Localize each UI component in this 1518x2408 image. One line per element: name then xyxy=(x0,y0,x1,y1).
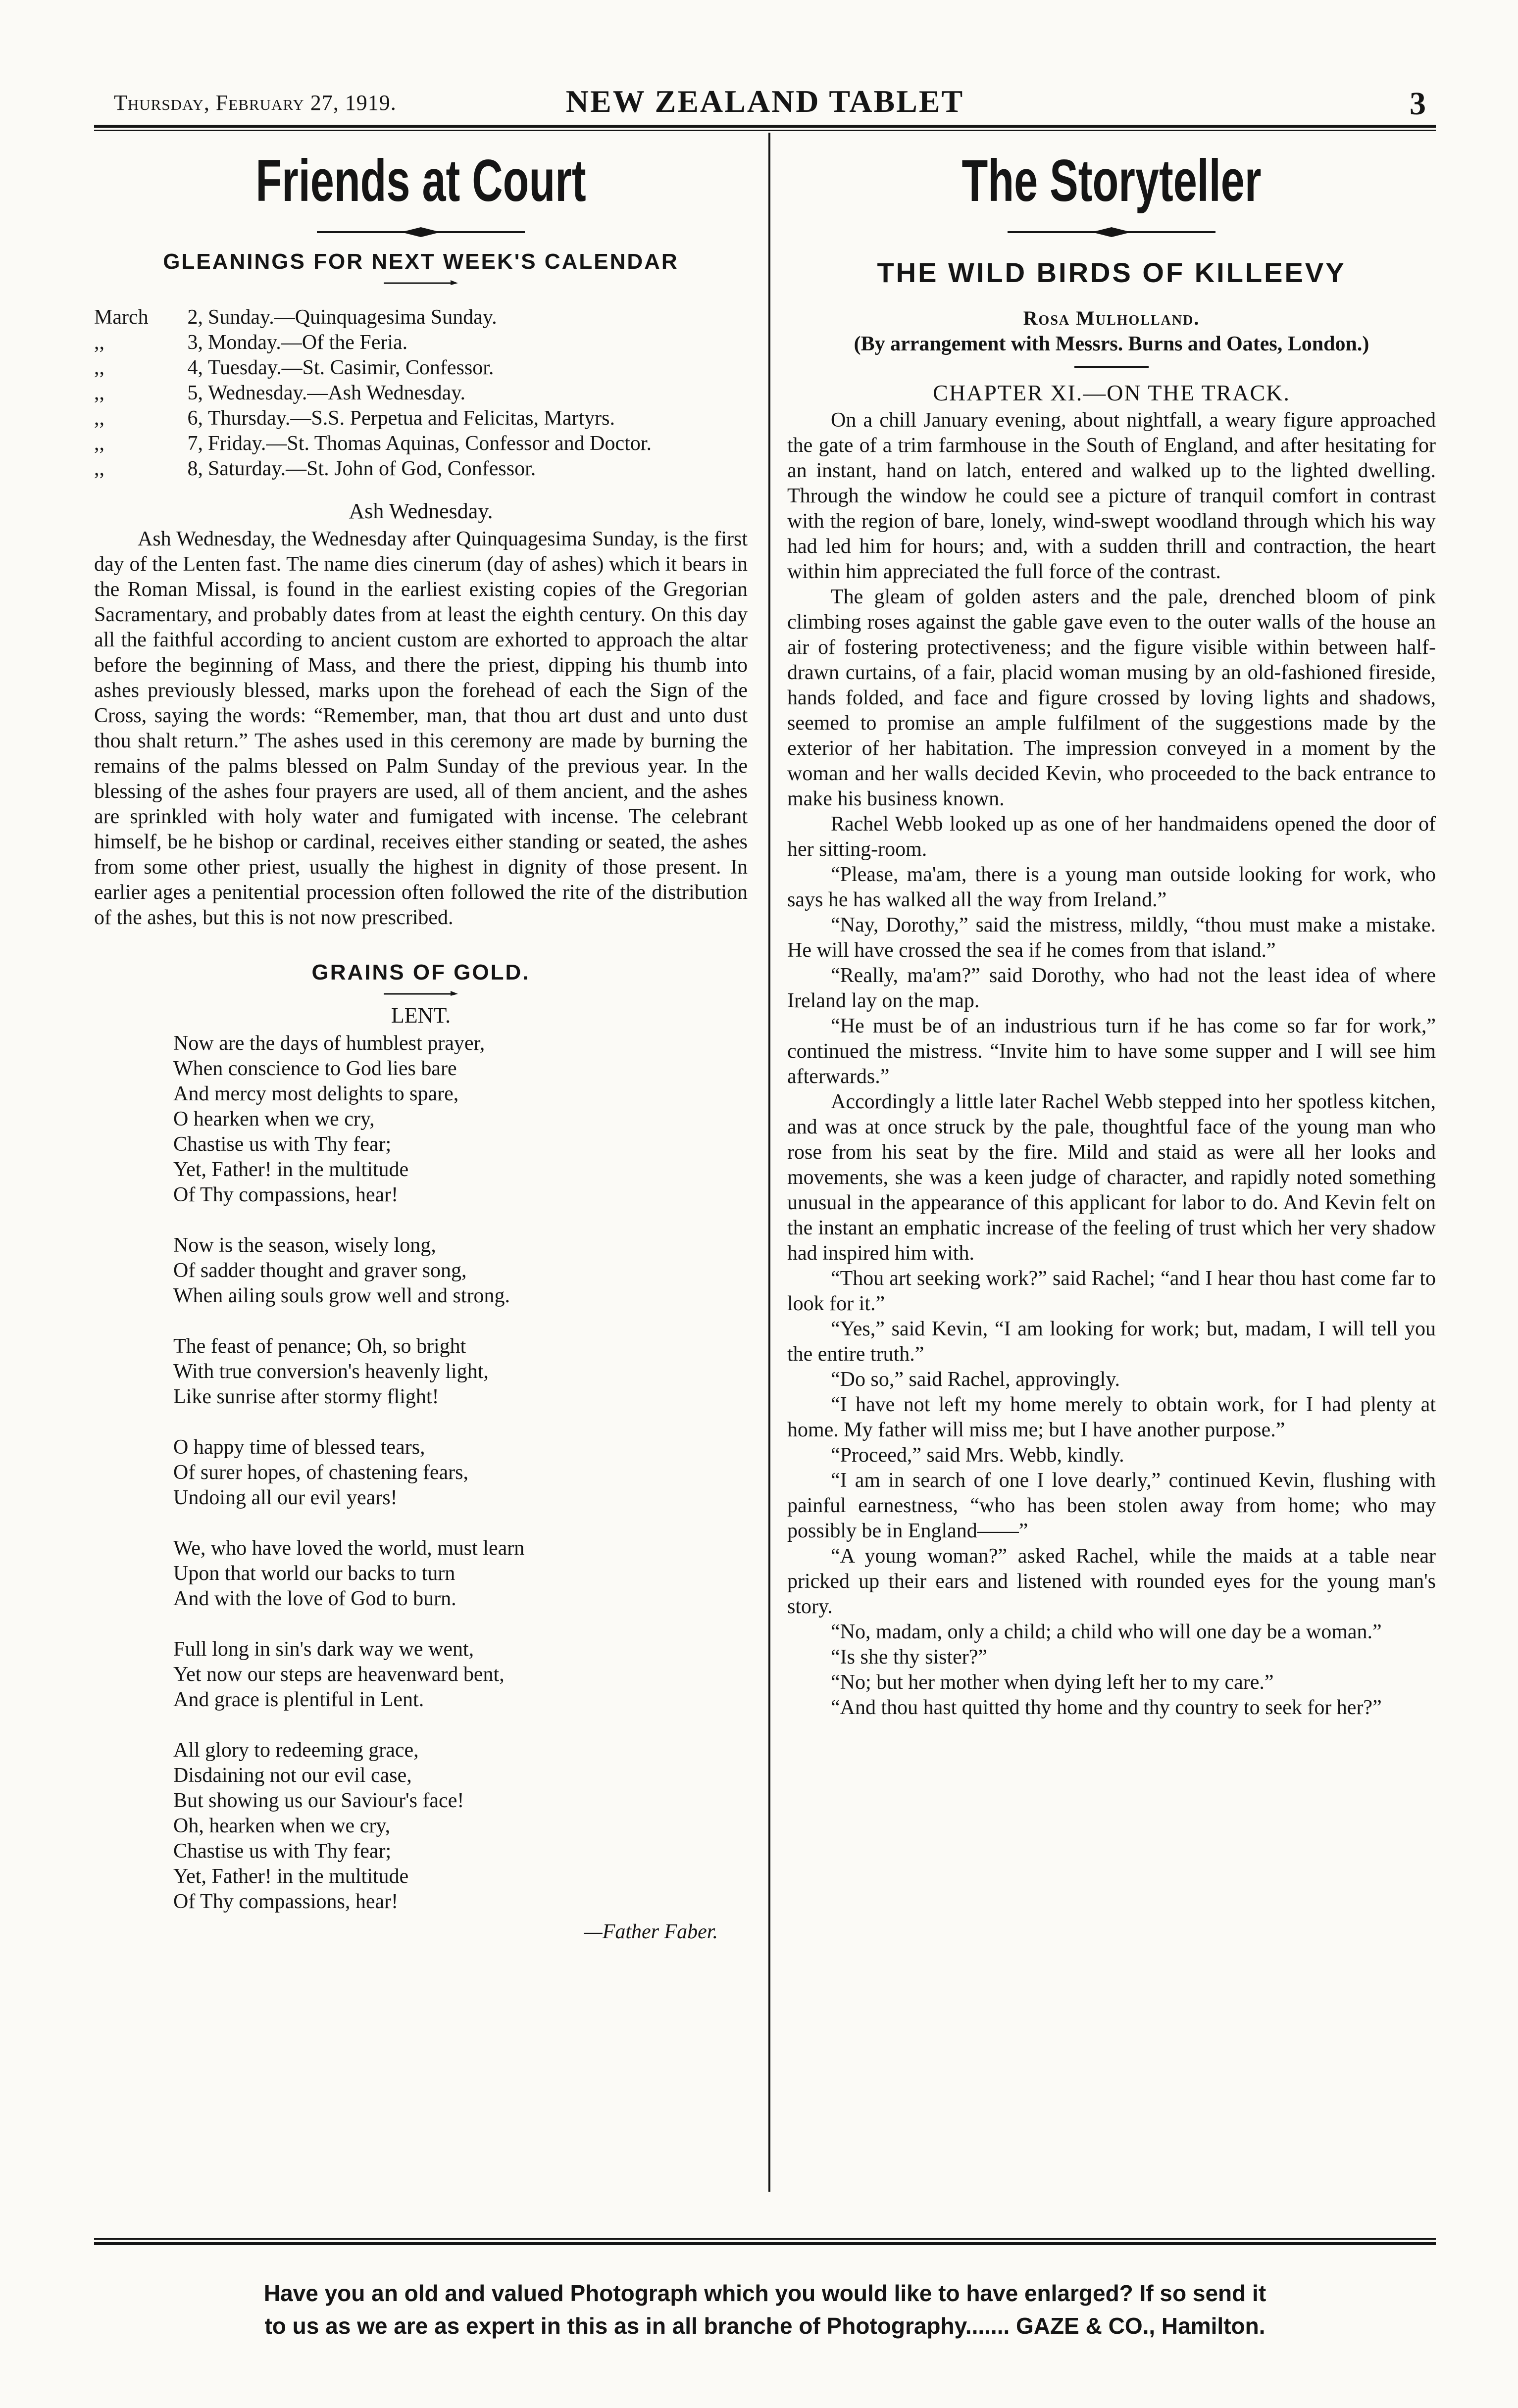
poem-line: O happy time of blessed tears, xyxy=(173,1436,425,1459)
poem-stanza xyxy=(173,1334,748,1410)
calendar-heading: GLEANINGS FOR NEXT WEEK'S CALENDAR xyxy=(163,249,679,274)
column-divider xyxy=(768,133,770,2192)
page-number: 3 xyxy=(1410,86,1426,122)
issue-date: Thursday, February 27, 1919. xyxy=(114,91,397,115)
story-paragraph: “Really, ma'am?” said Dorothy, who had not the least idea of where Ireland lay on the map. xyxy=(787,964,1436,1012)
poem-line: Chastise us with Thy fear; xyxy=(173,1133,392,1156)
newspaper-title: NEW ZEALAND TABLET xyxy=(565,84,964,119)
calendar-list xyxy=(94,305,748,482)
calendar-month: ,, xyxy=(94,432,104,455)
story-paragraph: “Nay, Dorothy,” said the mistress, mildly, “thou must make a mistake. He will have crossed the sea if he comes from that island.” xyxy=(787,914,1436,962)
calendar-day: 3, xyxy=(187,331,203,354)
story-body xyxy=(787,408,1436,1720)
poem-stanza xyxy=(173,1637,748,1713)
calendar-entry xyxy=(94,381,748,406)
header-rule-top xyxy=(94,125,1436,128)
poem-line: Now is the season, wisely long, xyxy=(173,1234,436,1257)
poem-line: We, who have loved the world, must learn xyxy=(173,1537,525,1560)
poem-line: Upon that world our backs to turn xyxy=(173,1562,455,1585)
calendar-entry xyxy=(94,305,748,330)
poem-line: When ailing souls grow well and strong. xyxy=(173,1284,510,1307)
section-title-friends-at-court: Friends at Court xyxy=(255,147,586,214)
poem-line: Of Thy compassions, hear! xyxy=(173,1890,399,1913)
poem-line: Oh, hearken when we cry, xyxy=(173,1815,391,1837)
poem-line: All glory to redeeming grace, xyxy=(173,1739,419,1762)
advertisement xyxy=(94,2277,1436,2342)
poem-line: Of sadder thought and graver song, xyxy=(173,1259,467,1282)
story-paragraph: “Please, ma'am, there is a young man outside looking for work, who says he has walked all the way from Ireland.” xyxy=(787,863,1436,911)
calendar-month: ,, xyxy=(94,331,104,354)
story-author: Rosa Mulholland. xyxy=(1023,307,1200,329)
poem-stanza xyxy=(173,1031,748,1208)
footer-rule-top xyxy=(94,2238,1436,2240)
poem-line: When conscience to God lies bare xyxy=(173,1057,457,1080)
calendar-text: Monday.—Of the Feria. xyxy=(208,331,408,354)
poem-line: Like sunrise after stormy flight! xyxy=(173,1385,439,1408)
ash-wednesday-title: Ash Wednesday. xyxy=(349,499,493,523)
calendar-entry xyxy=(94,355,748,381)
advertisement-line-1: Have you an old and valued Photograph which you would like to have enlarged? If so send it xyxy=(263,2280,1266,2306)
story-title: THE WILD BIRDS OF KILLEEVY xyxy=(877,257,1346,288)
footer-rule-bottom xyxy=(94,2242,1436,2245)
calendar-month: ,, xyxy=(94,382,104,404)
calendar-day: 5, xyxy=(187,382,203,404)
poem-stanza xyxy=(173,1738,748,1915)
section-title-storyteller: The Storyteller xyxy=(961,147,1262,214)
poem-stanza xyxy=(173,1435,748,1511)
story-paragraph: “And thou hast quitted thy home and thy country to seek for her?” xyxy=(831,1696,1382,1719)
grains-of-gold-heading: GRAINS OF GOLD. xyxy=(311,960,530,984)
left-column xyxy=(94,133,748,2192)
calendar-month: March xyxy=(94,306,149,329)
poem-line: Now are the days of humblest prayer, xyxy=(173,1032,485,1055)
poem-stanza xyxy=(173,1536,748,1612)
poem-line: Of surer hopes, of chastening fears, xyxy=(173,1461,468,1484)
poem-line: O hearken when we cry, xyxy=(173,1108,375,1130)
story-paragraph: “Proceed,” said Mrs. Webb, kindly. xyxy=(831,1444,1124,1467)
page-header xyxy=(94,83,1436,123)
calendar-month: ,, xyxy=(94,356,104,379)
calendar-day: 7, xyxy=(187,432,203,455)
header-rule-bottom xyxy=(94,130,1436,131)
story-arrangement: (By arrangement with Messrs. Burns and Oates, London.) xyxy=(854,333,1369,355)
calendar-text: Friday.—St. Thomas Aquinas, Confessor and Doctor. xyxy=(208,432,652,455)
story-paragraph: “He must be of an industrious turn if he has come so far for work,” continued the mistress. “Invite him to have some supper and I will see him afterwards.” xyxy=(787,1015,1436,1088)
story-paragraph: Rachel Webb looked up as one of her handmaidens opened the door of her sitting-room. xyxy=(787,813,1436,861)
story-paragraph: “I have not left my home merely to obtain work, for I had plenty at home. My father will miss me; but I have another purpose.” xyxy=(787,1393,1436,1441)
calendar-entry xyxy=(94,406,748,431)
story-paragraph: On a chill January evening, about nightfall, a weary figure approached the gate of a trim farmhouse in the South of England, and after hesitating for an instant, hand on latch, entered and walked up to the lighted dwelling. Through the window he could see a picture of tranquil comfort in contrast with the region of bare, lonely, wind-swept woodland through which his way had led him for hours; and, with a sudden thrill and contraction, the heart within him appreciated the full force of the contrast. xyxy=(787,409,1436,583)
calendar-text: Thursday.—S.S. Perpetua and Felicitas, Martyrs. xyxy=(208,407,615,430)
poem-line: Disdaining not our evil case, xyxy=(173,1764,412,1787)
poem-lent xyxy=(173,1031,748,1915)
advertisement-line-2: to us as we are as expert in this as in all branche of Photography....... GAZE & CO., Hamilton. xyxy=(264,2313,1265,2339)
story-paragraph: Accordingly a little later Rachel Webb stepped into her spotless kitchen, and was at once struck by the pale, thoughtful face of the young man who rose from his seat by the fire. Mild and staid as were all her looks and movements, she was a keen judge of character, and rapidly noted something unusual in the appearance of this applicant for labor to do. And Kevin felt on the instant an emphatic increase of the feeling of trust which her very shadow had inspired him with. xyxy=(787,1090,1436,1265)
calendar-entry xyxy=(94,456,748,482)
poem-stanza xyxy=(173,1233,748,1309)
ornament-divider xyxy=(1008,226,1215,239)
calendar-text: Tuesday.—St. Casimir, Confessor. xyxy=(208,356,494,379)
calendar-text: Wednesday.—Ash Wednesday. xyxy=(208,382,466,404)
story-paragraph: “Yes,” said Kevin, “I am looking for work; but, madam, I will tell you the entire truth.” xyxy=(787,1318,1436,1366)
poem-line: Yet, Father! in the multitude xyxy=(173,1158,409,1181)
story-paragraph: “I am in search of one I love dearly,” continued Kevin, flushing with painful earnestness, “who has been stolen away from home; who may possibly be in England——” xyxy=(787,1469,1436,1542)
poem-line: Yet, Father! in the multitude xyxy=(173,1865,409,1888)
calendar-day: 2, xyxy=(187,306,203,329)
calendar-text: Saturday.—St. John of God, Confessor. xyxy=(208,457,536,480)
small-rule xyxy=(384,278,458,285)
ornament-divider xyxy=(317,226,525,239)
poem-title: LENT. xyxy=(391,1003,451,1028)
poem-author: —Father Faber. xyxy=(584,1920,718,1943)
calendar-day: 6, xyxy=(187,407,203,430)
story-paragraph: “A young woman?” asked Rachel, while the maids at a table near pricked up their ears and listened with rounded eyes for the young man's story. xyxy=(787,1545,1436,1618)
right-column xyxy=(787,133,1436,2192)
poem-line: And with the love of God to burn. xyxy=(173,1587,456,1610)
calendar-entry xyxy=(94,330,748,355)
poem-line: Yet now our steps are heavenward bent, xyxy=(173,1663,505,1686)
poem-line: Full long in sin's dark way we went, xyxy=(173,1638,474,1661)
poem-line: Undoing all our evil years! xyxy=(173,1486,398,1509)
story-paragraph: “Do so,” said Rachel, approvingly. xyxy=(831,1368,1120,1391)
calendar-month: ,, xyxy=(94,457,104,480)
story-paragraph: “No, madam, only a child; a child who will one day be a woman.” xyxy=(831,1621,1382,1643)
calendar-month: ,, xyxy=(94,407,104,430)
poem-line: But showing us our Saviour's face! xyxy=(173,1789,464,1812)
story-paragraph: The gleam of golden asters and the pale, drenched bloom of pink climbing roses against the gable gave even to the outer walls of the house an air of fostering protectiveness; and the figure visible within between half-drawn curtains, of a fair, placid woman musing by an old-fashioned fireside, hands folded, and face and figure crossed by loving lights and shadows, seemed to promise an ample fulfilment of the suggestions made by the exterior of her habitation. The impression conveyed in a moment by the woman and her walls decided Kevin, who proceeded to the back entrance to make his business known. xyxy=(787,586,1436,810)
story-paragraph: “Is she thy sister?” xyxy=(831,1646,988,1669)
story-paragraph: “No; but her mother when dying left her to my care.” xyxy=(831,1671,1274,1694)
poem-line: Chastise us with Thy fear; xyxy=(173,1840,392,1863)
short-rule xyxy=(1074,366,1149,368)
calendar-day: 8, xyxy=(187,457,203,480)
chapter-heading: CHAPTER XI.—ON THE TRACK. xyxy=(933,380,1290,405)
calendar-entry xyxy=(94,431,748,456)
poem-line: And grace is plentiful in Lent. xyxy=(173,1688,424,1711)
small-rule xyxy=(384,989,458,996)
ash-wednesday-text: Ash Wednesday, the Wednesday after Quinquagesima Sunday, is the first day of the Lenten fast. The name dies cinerum (day of ashes) which it bears in the Roman Missal, is found in the earliest existing copies of the Gregorian Sacramentary, and probably dates from at least the eighth century. On this day all the faithful according to ancient custom are exhorted to approach the altar before the beginning of Mass, and there the priest, dipping his thumb into ashes previously blessed, marks upon the forehead of each the Sign of the Cross, saying the words: “Remember, man, that thou art dust and unto dust thou shalt return.” The ashes used in this ceremony are made by burning the remains of the palms blessed on Palm Sunday of the previous year. In the blessing of the ashes four prayers are used, all of them ancient, and the ashes are sprinkled with holy water and fumigated with incense. The celebrant himself, be he bishop or cardinal, receives either standing or seated, the ashes from some other priest, usually the highest in dignity of those present. In earlier ages a penitential procession often followed the rite of the distribution of the ashes, but this is not now prescribed. xyxy=(94,528,748,929)
poem-line: And mercy most delights to spare, xyxy=(173,1082,459,1105)
calendar-day: 4, xyxy=(187,356,203,379)
story-paragraph: “Thou art seeking work?” said Rachel; “and I hear thou hast come far to look for it.” xyxy=(787,1267,1436,1315)
calendar-text: Sunday.—Quinquagesima Sunday. xyxy=(208,306,497,329)
poem-line: With true conversion's heavenly light, xyxy=(173,1360,489,1383)
poem-line: Of Thy compassions, hear! xyxy=(173,1183,399,1206)
poem-line: The feast of penance; Oh, so bright xyxy=(173,1335,466,1358)
